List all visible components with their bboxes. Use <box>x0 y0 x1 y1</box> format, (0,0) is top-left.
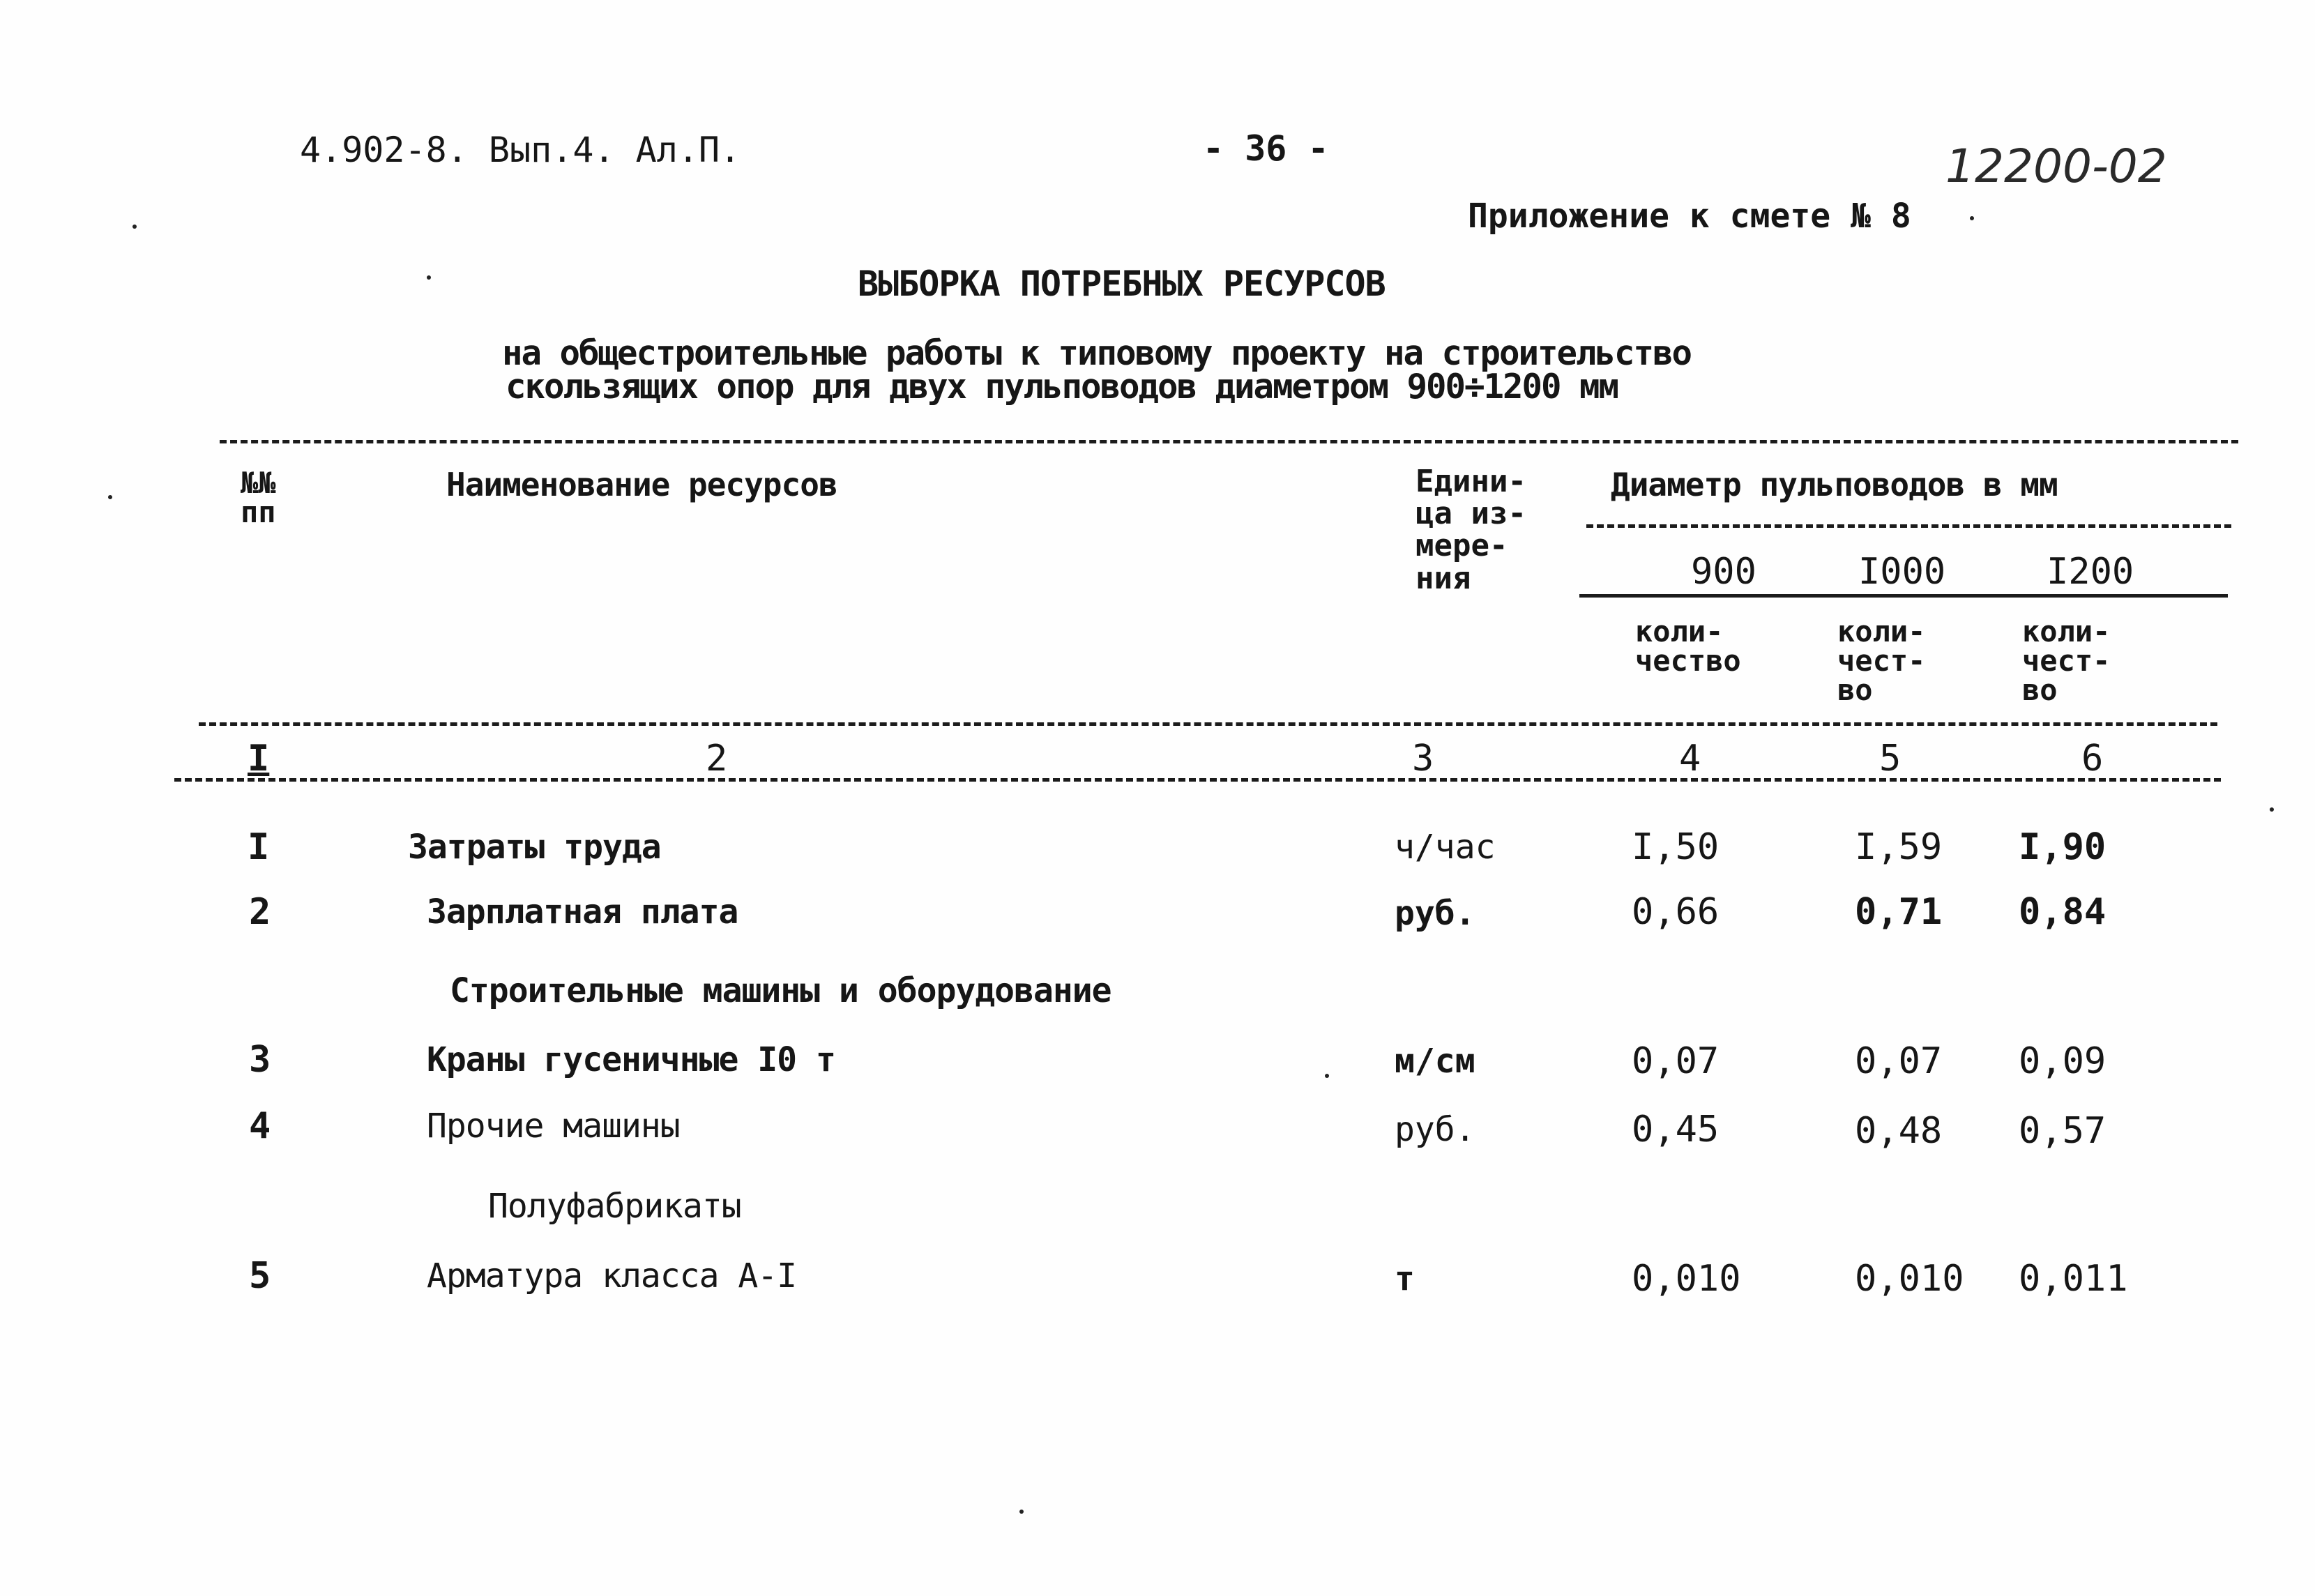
scan-speck <box>1019 1510 1024 1514</box>
document-code: 4.902-8. Вып.4. Ал.П. <box>300 130 741 170</box>
row-4-value-900: 0,45 <box>1632 1109 1720 1150</box>
row-4-value-1200: 0,57 <box>2019 1110 2107 1152</box>
header-diameter-1200: I200 <box>2047 551 2134 593</box>
row-2-name: Зарплатная плата <box>427 892 738 932</box>
header-number: №№ пп <box>241 466 276 529</box>
row-2-value-900: 0,66 <box>1632 891 1720 933</box>
row-5-value-900: 0,010 <box>1632 1258 1741 1300</box>
row-4-number: 4 <box>249 1105 271 1147</box>
column-number-6: 6 <box>2081 738 2104 780</box>
document-title: ВЫБОРКА ПОТРЕБНЫХ РЕСУРСОВ <box>858 264 1386 304</box>
header-unit: Едини- ца из- мере- ния <box>1415 464 1526 596</box>
scan-speck <box>1325 1074 1329 1078</box>
row-2-value-1200: 0,84 <box>2019 891 2107 933</box>
row-2-value-1000: 0,71 <box>1855 891 1943 933</box>
column-number-5: 5 <box>1879 738 1902 780</box>
row-4-unit: руб. <box>1395 1110 1475 1149</box>
scan-speck <box>2270 807 2274 812</box>
header-diameter: Диаметр пульповодов в мм <box>1611 466 2058 503</box>
row-5-value-1200: 0,011 <box>2019 1258 2128 1300</box>
row-5-number: 5 <box>249 1255 271 1297</box>
column-number-4: 4 <box>1679 738 1701 780</box>
subtitle-line-1: на общестроительные работы к типовому проекту на строительство <box>502 333 1692 373</box>
column-number-2: 2 <box>706 738 728 780</box>
table-top-rule <box>220 440 2238 443</box>
row-2-number: 2 <box>249 891 271 933</box>
scan-speck <box>132 225 137 229</box>
subtitle-line-2: скользящих опор для двух пульповодов диаметром 900÷1200 мм <box>506 367 1618 406</box>
row-1-value-1000: I,59 <box>1855 826 1943 868</box>
section-semifinished-heading: Полуфабрикаты <box>488 1187 741 1226</box>
row-1-value-1200: I,90 <box>2019 826 2107 868</box>
appendix-label: Приложение к смете № 8 <box>1468 197 1911 236</box>
row-3-value-1000: 0,07 <box>1855 1040 1943 1082</box>
column-number-1: I <box>248 738 270 780</box>
row-1-unit: ч/час <box>1395 828 1496 867</box>
header-diameter-900: 900 <box>1691 551 1756 593</box>
diameters-rule <box>1579 594 2228 598</box>
scan-speck <box>427 275 431 280</box>
header-quantity-1200: коли- чест- во <box>2022 614 2111 707</box>
page-number: - 36 - <box>1203 128 1329 169</box>
scan-speck <box>108 495 112 499</box>
row-3-value-900: 0,07 <box>1632 1040 1720 1082</box>
row-3-name: Краны гусеничные I0 т <box>427 1040 835 1079</box>
row-3-unit: м/см <box>1395 1042 1475 1081</box>
diameter-rule <box>1586 524 2231 528</box>
section-machines-heading: Строительные машины и оборудование <box>450 971 1111 1010</box>
row-3-value-1200: 0,09 <box>2019 1040 2107 1082</box>
row-5-value-1000: 0,010 <box>1855 1258 1964 1300</box>
header-quantity-1000: коли- чест- во <box>1837 614 1926 707</box>
handwritten-number: 12200-02 <box>1945 139 2167 193</box>
header-bottom-rule <box>199 722 2217 726</box>
row-1-number: I <box>248 826 270 868</box>
row-5-unit: т <box>1395 1259 1415 1298</box>
scan-speck <box>1970 216 1974 220</box>
header-quantity-900: коли- чество <box>1635 614 1741 678</box>
row-1-name: Затраты труда <box>408 828 661 867</box>
header-diameter-1000: I000 <box>1858 551 1946 593</box>
row-2-unit: руб. <box>1395 894 1475 933</box>
column-numbers-rule <box>174 778 2221 782</box>
row-1-value-900: I,50 <box>1632 826 1720 868</box>
row-5-name: Арматура класса А-I <box>427 1256 797 1295</box>
row-3-number: 3 <box>249 1039 271 1081</box>
row-4-value-1000: 0,48 <box>1855 1110 1943 1152</box>
row-4-name: Прочие машины <box>427 1107 680 1146</box>
header-resource-name: Наименование ресурсов <box>446 466 837 503</box>
column-number-3: 3 <box>1412 738 1434 780</box>
